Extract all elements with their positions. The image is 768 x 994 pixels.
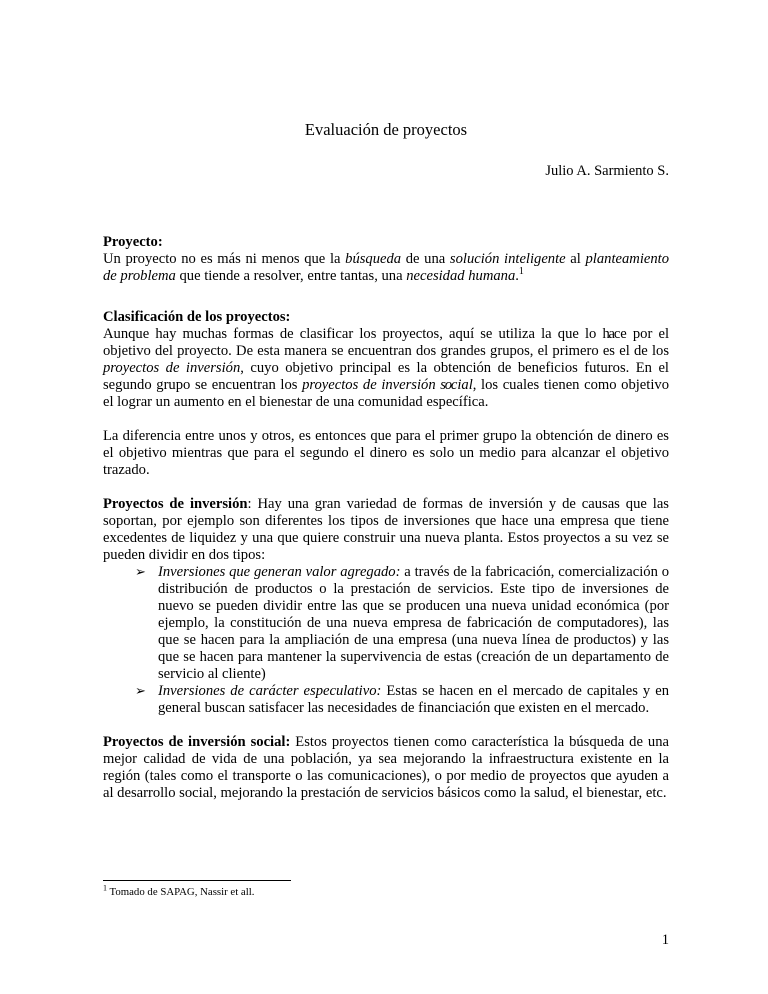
text-run: ce por el objetivo del proyecto. De esta manera se encuentran dos grandes grupos, el primero es el de los [103, 326, 669, 359]
text-run: : Hay una gran variedad de formas de inversión y de causas que las soportan, por ejemplo son diferentes los tipos de inversiones que hace una empresa que tiene excedentes de liquidez y una que quiere construir una nueva planta. Estos proyectos a su vez se pueden dividir en dos tipos: [103, 496, 669, 563]
text-run: , los cuales tienen como objetivo el lograr un aumento en el bienestar de una comunidad específica. [103, 377, 669, 410]
paragraph-inversion [103, 496, 669, 564]
paragraph-inversion-social [103, 734, 669, 802]
text-run: de una [401, 251, 450, 267]
italic-run-condensed: so [440, 377, 451, 393]
arrowhead-bullet-icon: ➢ [135, 565, 146, 580]
italic-run: cial [450, 377, 473, 393]
list-item-lead-italic: Inversiones que generan valor agregado: [158, 564, 401, 580]
list-item-text: Estas se hacen en el mercado de capitales y en general buscan satisfacer las necesidades de financiación que existen en el mercado. [158, 683, 669, 716]
document-title: Evaluación de proyectos [304, 120, 468, 139]
italic-run: búsqueda [345, 251, 402, 267]
text-run: al [565, 251, 586, 267]
italic-run: planteamiento de problema [103, 251, 669, 284]
list-item-text: a través de la fabricación, comercialización o distribución de productos o la prestación de servicios. Este tipo de inversiones de nuevo se pueden dividir entre las que se producen una nueva unidad económica (por ejemplo, la constitución de una nueva empresa de fabricación de computadores), las que se hacen para la ampliación de una empresa (una nueva línea de productos) y las que se hacen para mantener la supervivencia de estas (creación de un departamento de servicio al cliente) [158, 564, 669, 682]
footnote-area [103, 880, 669, 899]
text-run: que tiende a resolver, entre tantas, una [175, 268, 407, 284]
list-item [103, 564, 669, 683]
text-run: Un proyecto no es más ni menos que la [103, 251, 346, 267]
paragraph-clasificacion [103, 326, 669, 411]
section-inversion [103, 496, 669, 717]
text-run: Estos proyectos tienen como característica la búsqueda de una mejor calidad de vida de una población, ya sea mejorando la infraestructura existente en la región (tales como el transporte o las comunicaciones), o por medio de proyectos que ayuden a al desarrollo social, mejorando la prestación de servicios básicos como la salud, el bienestar, etc. [103, 734, 670, 801]
section-proyecto [103, 234, 669, 285]
list-item [103, 683, 669, 717]
footnote-entry [103, 883, 669, 899]
paragraph-proyecto [103, 251, 669, 285]
italic-run: proyectos de inversión [302, 377, 441, 393]
section-heading-proyecto: Proyecto: [103, 234, 163, 250]
section-clasificacion [103, 309, 669, 411]
italic-run: solución inteligente [449, 251, 566, 267]
footnote-marker: 1 [103, 883, 107, 893]
inline-heading-inversion-social: Proyectos de inversión social: [103, 734, 291, 750]
text-run: Aunque hay muchas formas de clasificar los proyectos, aquí se utiliza la que lo [103, 326, 603, 342]
footnote-reference-marker[interactable]: 1 [518, 266, 524, 278]
inline-heading-inversion: Proyectos de inversión [103, 496, 248, 512]
section-diferencia [103, 428, 669, 479]
bullet-list-inversion [103, 564, 669, 717]
footnote-text: Tomado de SAPAG, Nassir et all. [107, 886, 255, 898]
document-author: Julio A. Sarmiento S. [545, 163, 669, 179]
text-run: . [515, 268, 519, 284]
page-content [103, 0, 669, 802]
arrowhead-bullet-icon: ➢ [135, 684, 146, 699]
paragraph-diferencia: La diferencia entre unos y otros, es entonces que para el primer grupo la obtención de dinero es el objetivo mientras que para el segundo el dinero es solo un medio para alcanzar el objetivo trazado. [103, 428, 669, 478]
footnote-separator-rule [103, 880, 291, 881]
text-run-condensed: ha [602, 326, 614, 342]
italic-run: necesidad humana [406, 268, 516, 284]
list-item-lead-italic: Inversiones de carácter especulativo: [158, 683, 382, 699]
italic-run: proyectos de inversión [103, 360, 241, 376]
section-inversion-social [103, 734, 669, 802]
text-run: , cuyo objetivo principal es la obtención de beneficios futuros. En el segundo grupo se encuentran los [103, 360, 669, 393]
section-heading-clasificacion: Clasificación de los proyectos: [103, 309, 291, 325]
page-number: 1 [661, 932, 669, 948]
